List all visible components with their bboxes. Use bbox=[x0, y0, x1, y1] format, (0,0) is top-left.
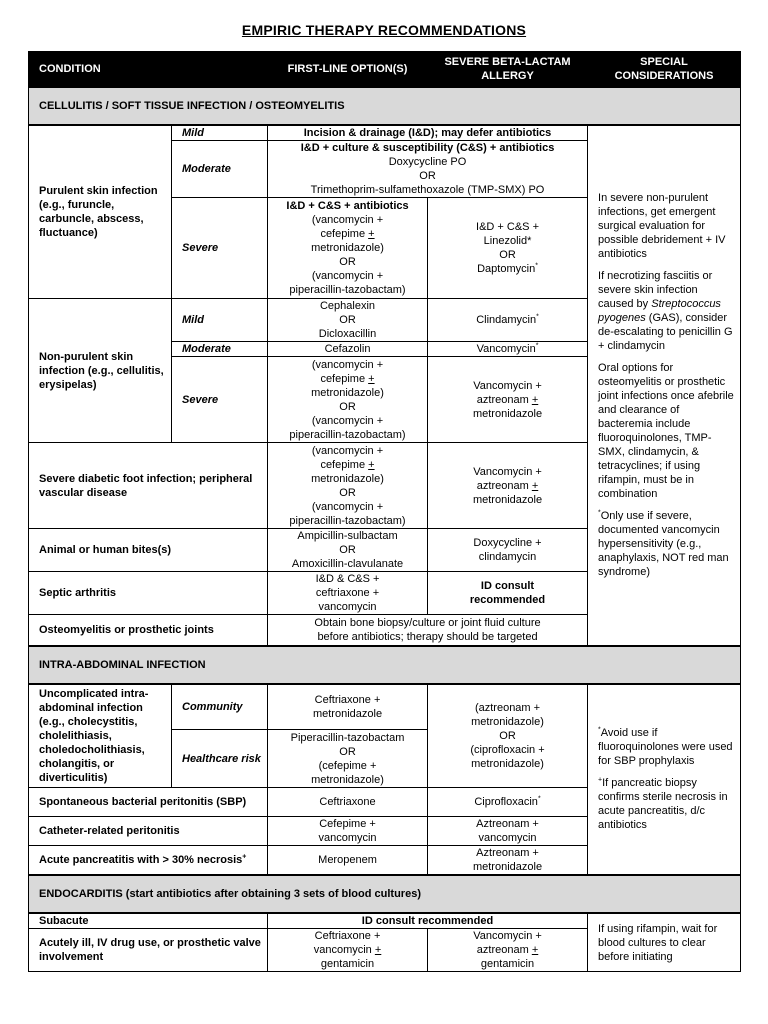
therapy-line: I&D + C&S + antibiotics bbox=[286, 200, 409, 212]
therapy-line: (vancomycin + bbox=[311, 500, 384, 513]
allergy-cell bbox=[428, 529, 588, 572]
special-considerations-cellulitis bbox=[588, 125, 741, 646]
setting-label: Healthcare risk bbox=[172, 730, 268, 788]
therapy-line: Ceftriaxone + bbox=[314, 693, 381, 706]
therapy-cell: Cefazolin bbox=[268, 342, 428, 357]
header-allergy: SEVERE BETA-LACTAM ALLERGY bbox=[428, 52, 588, 88]
special-note bbox=[598, 776, 734, 832]
header-row bbox=[29, 52, 741, 88]
footnote-mark: * bbox=[536, 313, 539, 321]
note-text: (GAS), consider de-escalating to penicillin G + clindamycin bbox=[598, 312, 733, 353]
allergy-cell bbox=[428, 572, 588, 615]
therapy-line: piperacillin-tazobactam) bbox=[289, 428, 406, 441]
plus-minus: + bbox=[368, 228, 375, 240]
therapy-line: Doxycycline + bbox=[473, 537, 542, 549]
drug: vancomycin bbox=[313, 944, 372, 956]
allergy-cell bbox=[428, 198, 588, 299]
therapy-line: Aztreonam + bbox=[476, 847, 539, 859]
therapy-cell: ID consult recommended bbox=[268, 913, 588, 929]
drug: aztreonam bbox=[476, 479, 529, 492]
therapy-line: (vancomycin + bbox=[311, 414, 384, 427]
therapy-line: (vancomycin + bbox=[311, 214, 384, 226]
table-row bbox=[29, 125, 741, 141]
condition-acute-endocarditis: Acutely ill, IV drug use, or prosthetic valve involvement bbox=[29, 929, 268, 972]
therapy-cell bbox=[268, 198, 428, 299]
special-note bbox=[598, 509, 734, 579]
special-note bbox=[598, 269, 734, 353]
therapy-line: Aztreonam + bbox=[476, 818, 539, 830]
therapy-line: Obtain bone biopsy/culture or joint fluid culture bbox=[314, 616, 541, 629]
page-title: EMPIRIC THERAPY RECOMMENDATIONS bbox=[241, 22, 527, 38]
condition-non-purulent: Non-purulent skin infection (e.g., cellulitis, erysipelas) bbox=[29, 299, 172, 443]
therapy-line: Vancomycin + bbox=[473, 930, 542, 942]
therapy-line: I&D & C&S + bbox=[315, 573, 380, 585]
table-row bbox=[29, 913, 741, 929]
therapy-line: metronidazole) bbox=[311, 242, 384, 254]
therapy-line: metronidazole) bbox=[311, 386, 384, 399]
special-considerations-intra-abdominal bbox=[588, 684, 741, 876]
section-title-endocarditis: ENDOCARDITIS (start antibiotics after obtaining 3 sets of blood cultures) bbox=[29, 875, 741, 913]
condition-purulent: Purulent skin infection (e.g., furuncle, carbuncle, abscess, fluctuance) bbox=[29, 125, 172, 299]
therapy-line: Linezolid* bbox=[483, 235, 532, 247]
special-note: Oral options for osteomyelitis or prosthetic joint infections once afebrile and clearance of bacteremia include fluoroquinolones, TMP-SMX, clindamycin, & tetracyclines; if using rifampin, must be in combination bbox=[598, 362, 734, 501]
header-first-line: FIRST-LINE OPTION(S) bbox=[268, 52, 428, 88]
therapy-line: metronidazole) bbox=[311, 773, 384, 786]
therapy-line: OR bbox=[419, 170, 436, 182]
therapy-line: metronidazole) bbox=[471, 715, 544, 728]
header-condition: CONDITION bbox=[29, 52, 268, 88]
allergy-cell bbox=[428, 299, 588, 342]
note-text: If pancreatic biopsy confirms sterile necrosis in acute pancreatitis, d/c antibiotics bbox=[598, 777, 728, 832]
therapy-line: ceftriaxone + bbox=[315, 587, 380, 599]
therapy-line: (vancomycin + bbox=[311, 270, 384, 282]
plus-minus: + bbox=[368, 372, 375, 385]
therapy-line: OR bbox=[499, 729, 516, 742]
severity-label: Mild bbox=[172, 125, 268, 141]
section-title-cellulitis: CELLULITIS / SOFT TISSUE INFECTION / OSTEOMYELITIS bbox=[29, 87, 741, 125]
therapy-line: OR bbox=[339, 745, 356, 758]
condition-osteomyelitis: Osteomyelitis or prosthetic joints bbox=[29, 615, 268, 646]
plus-minus: + bbox=[531, 479, 539, 492]
condition-septic-arthritis: Septic arthritis bbox=[29, 572, 268, 615]
allergy-cell bbox=[428, 342, 588, 357]
drug: Daptomycin bbox=[477, 263, 536, 275]
condition-diabetic-foot: Severe diabetic foot infection; peripheral vascular disease bbox=[29, 443, 268, 529]
therapy-cell: Ceftriaxone bbox=[268, 788, 428, 817]
therapy-line: metronidazole) bbox=[311, 472, 384, 485]
special-note: In severe non-purulent infections, get emergent surgical evaluation for possible debridement + IV antibiotics bbox=[598, 192, 726, 261]
allergy-cell bbox=[428, 357, 588, 443]
therapy-line bbox=[272, 227, 423, 241]
footnote-mark: + bbox=[242, 853, 247, 861]
plus-minus: + bbox=[531, 944, 539, 956]
therapy-cell bbox=[268, 299, 428, 342]
condition-uncomplicated-iai: Uncomplicated intra-abdominal infection (e.g., cholecystitis, cholelithiasis, choledocholithiasis, cholangitis, or diverticulitis) bbox=[29, 684, 172, 788]
drug: Ciprofloxacin bbox=[474, 796, 538, 808]
therapy-line bbox=[272, 372, 423, 386]
note-text: Avoid use if fluoroquinolones were used for SBP prophylaxis bbox=[598, 727, 733, 768]
therapy-line: Ceftriaxone + bbox=[314, 930, 381, 942]
therapy-line: OR bbox=[339, 544, 356, 556]
therapy-line: OR bbox=[499, 249, 516, 261]
therapy-line: clindamycin bbox=[478, 551, 537, 563]
therapy-line: metronidazole bbox=[472, 861, 543, 873]
plus-minus: + bbox=[531, 393, 539, 406]
therapy-line: vancomycin bbox=[318, 832, 377, 844]
severity-label: Severe bbox=[172, 198, 268, 299]
severity-label: Moderate bbox=[172, 141, 268, 198]
drug: cefepime bbox=[320, 372, 366, 385]
therapy-cell bbox=[268, 572, 428, 615]
section-row-endocarditis bbox=[29, 875, 741, 913]
allergy-cell bbox=[428, 684, 588, 788]
severity-label: Moderate bbox=[172, 342, 268, 357]
allergy-cell bbox=[428, 929, 588, 972]
condition-catheter-peritonitis: Catheter-related peritonitis bbox=[29, 817, 268, 846]
therapy-line: (vancomycin + bbox=[311, 358, 384, 371]
therapy-cell: Incision & drainage (I&D); may defer antibiotics bbox=[268, 125, 588, 141]
special-considerations-endocarditis: If using rifampin, wait for blood cultures to clear before initiating bbox=[588, 913, 741, 972]
therapy-line: Vancomycin + bbox=[473, 465, 542, 478]
allergy-cell bbox=[428, 443, 588, 529]
therapy-line: gentamicin bbox=[480, 958, 535, 970]
setting-label: Community bbox=[172, 684, 268, 730]
drug: Vancomycin bbox=[476, 343, 536, 355]
drug: aztreonam bbox=[476, 393, 529, 406]
therapy-line: vancomycin bbox=[318, 601, 377, 613]
therapy-line bbox=[432, 262, 583, 276]
section-row-intra-abdominal bbox=[29, 646, 741, 684]
therapy-line: (ciprofloxacin + bbox=[470, 743, 545, 756]
therapy-line: piperacillin-tazobactam) bbox=[289, 514, 406, 527]
organism-name: Streptococcus pyogenes bbox=[598, 298, 721, 325]
drug: cefepime bbox=[320, 458, 366, 471]
therapy-line: ID consult bbox=[480, 580, 535, 592]
allergy-cell bbox=[428, 817, 588, 846]
footnote-mark: * bbox=[535, 342, 539, 350]
therapy-line bbox=[272, 943, 423, 957]
therapy-line bbox=[432, 943, 583, 957]
condition-bites: Animal or human bites(s) bbox=[29, 529, 268, 572]
therapy-cell bbox=[268, 929, 428, 972]
therapy-line: Amoxicillin-clavulanate bbox=[291, 558, 404, 570]
therapy-line: (vancomycin + bbox=[311, 444, 384, 457]
therapy-cell bbox=[268, 730, 428, 788]
therapy-line: Dicloxacillin bbox=[318, 328, 377, 340]
therapy-line: metronidazole bbox=[472, 407, 543, 420]
footnote-mark: + bbox=[598, 776, 603, 784]
therapy-table bbox=[28, 51, 741, 972]
therapy-line: I&D + C&S + bbox=[476, 221, 539, 233]
therapy-line: OR bbox=[339, 486, 356, 499]
drug: Clindamycin bbox=[476, 314, 537, 326]
table-row bbox=[29, 684, 741, 730]
therapy-line: metronidazole bbox=[312, 707, 383, 720]
therapy-line: I&D + culture & susceptibility (C&S) + antibiotics bbox=[300, 142, 555, 154]
therapy-line: OR bbox=[339, 400, 356, 413]
note-text: If necrotizing fasciitis or severe skin infection caused by bbox=[598, 270, 713, 311]
drug: cefepime bbox=[320, 228, 366, 240]
therapy-line: Trimethoprim-sulfamethoxazole (TMP-SMX) PO bbox=[310, 184, 545, 196]
therapy-line: Cephalexin bbox=[319, 300, 376, 312]
therapy-line: OR bbox=[339, 314, 356, 326]
special-note bbox=[598, 726, 734, 768]
footnote-mark: * bbox=[535, 262, 538, 270]
therapy-line: metronidazole) bbox=[471, 757, 544, 770]
therapy-line: Cefepime + bbox=[319, 818, 376, 830]
condition-sbp: Spontaneous bacterial peritonitis (SBP) bbox=[29, 788, 268, 817]
footnote-mark: * bbox=[598, 509, 601, 517]
therapy-line: piperacillin-tazobactam) bbox=[289, 284, 406, 296]
therapy-line: Doxycycline PO bbox=[388, 156, 467, 168]
therapy-line: recommended bbox=[469, 594, 546, 606]
therapy-line: (cefepime + bbox=[318, 759, 377, 772]
therapy-line bbox=[432, 393, 583, 407]
severity-label: Severe bbox=[172, 357, 268, 443]
condition-text: Acute pancreatitis with > 30% necrosis bbox=[39, 854, 243, 866]
therapy-line: Vancomycin + bbox=[473, 379, 542, 392]
therapy-line: Ampicillin-sulbactam bbox=[297, 530, 398, 542]
plus-minus: + bbox=[374, 944, 382, 956]
drug: aztreonam bbox=[476, 944, 529, 956]
therapy-line bbox=[272, 458, 423, 472]
header-special: SPECIAL CONSIDERATIONS bbox=[588, 52, 741, 88]
therapy-cell bbox=[268, 817, 428, 846]
footnote-mark: * bbox=[537, 795, 541, 803]
therapy-line: gentamicin bbox=[320, 958, 375, 970]
therapy-cell bbox=[268, 529, 428, 572]
condition-pancreatitis bbox=[29, 846, 268, 876]
allergy-cell bbox=[428, 846, 588, 876]
therapy-cell bbox=[268, 684, 428, 730]
section-title-intra-abdominal: INTRA-ABDOMINAL INFECTION bbox=[29, 646, 741, 684]
therapy-cell bbox=[268, 141, 588, 198]
severity-label: Mild bbox=[172, 299, 268, 342]
therapy-line: (aztreonam + bbox=[474, 701, 541, 714]
therapy-line bbox=[432, 479, 583, 493]
therapy-cell bbox=[268, 357, 428, 443]
therapy-cell bbox=[268, 615, 588, 646]
therapy-line: before antibiotics; therapy should be targeted bbox=[317, 630, 538, 643]
section-row-cellulitis bbox=[29, 87, 741, 125]
note-text: Only use if severe, documented vancomycin hypersensitivity (e.g., anaphylaxis, NOT red man syndrome) bbox=[598, 510, 729, 579]
therapy-cell bbox=[268, 443, 428, 529]
plus-minus: + bbox=[368, 458, 375, 471]
condition-subacute: Subacute bbox=[29, 913, 268, 929]
allergy-cell bbox=[428, 788, 588, 817]
therapy-line: metronidazole bbox=[472, 493, 543, 506]
footnote-mark: * bbox=[598, 726, 601, 734]
therapy-line: Piperacillin-tazobactam bbox=[290, 731, 405, 744]
therapy-line: OR bbox=[339, 256, 356, 268]
therapy-line: vancomycin bbox=[478, 832, 537, 844]
therapy-cell: Meropenem bbox=[268, 846, 428, 876]
